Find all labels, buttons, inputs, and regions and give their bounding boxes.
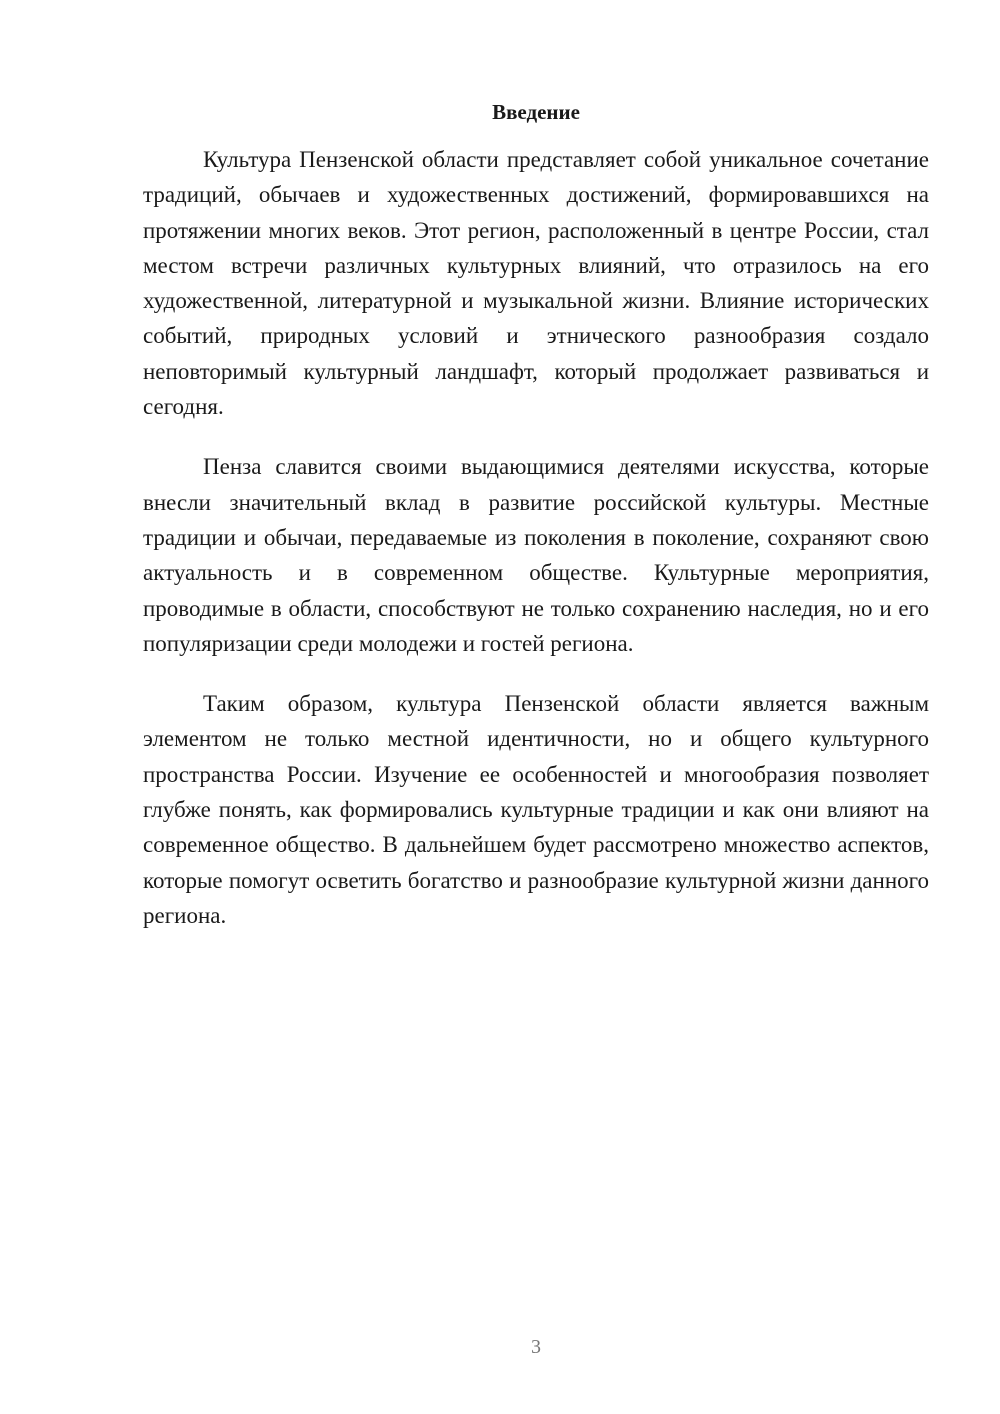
paragraph-1: Культура Пензенской области представляет собой уникальное сочетание традиций, обычаев и художественных достижений, формировавшихся на протяжении многих веков. Этот регион, расположенный в центре России, стал местом встречи различных культурных влияний, что отразилось на его художественной, литературной и музыкальной жизни. Влияние исторических событий, природных условий и этнического разнообразия создало неповторимый культурный ландшафт, который продолжает развиваться и сегодня. <box>143 147 929 420</box>
page-number: 3 <box>531 1336 541 1358</box>
paragraph-3: Таким образом, культура Пензенской области является важным элементом не только местной идентичности, но и общего культурного пространства России. Изучение ее особенностей и многообразия позволяет глубже понять, как формировались культурные традиции и как они влияют на современное общество. В дальнейшем будет рассмотрено множество аспектов, которые помогут осветить богатство и разнообразие культурной жизни данного региона. <box>143 691 929 928</box>
section-heading: Введение <box>492 100 580 124</box>
document-body <box>143 142 929 958</box>
paragraph-2: Пенза славится своими выдающимися деятелями искусства, которые внесли значительный вклад в развитие российской культуры. Местные традиции и обычаи, передаваемые из поколения в поколение, сохраняют свою актуальность и в современном обществе. Культурные мероприятия, проводимые в области, способствуют не только сохранению наследия, но и его популяризации среди молодежи и гостей региона. <box>143 454 929 656</box>
